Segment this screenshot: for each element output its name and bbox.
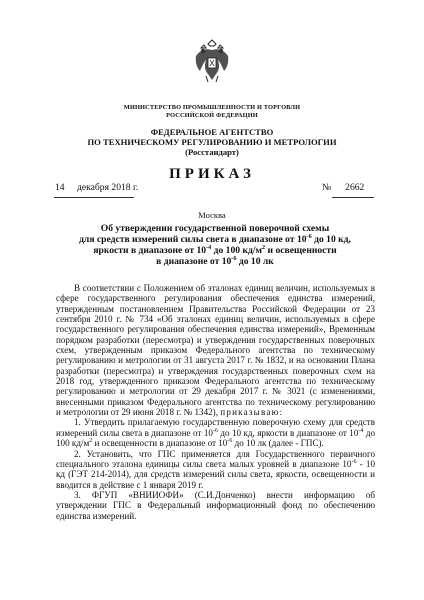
title-text: для средств измерений силы света в диапазоне от 10 <box>79 233 307 245</box>
number-underline <box>332 197 374 198</box>
clause-2 <box>56 449 375 490</box>
order-number <box>322 182 364 193</box>
ministry-line-1: МИНИСТЕРСТВО ПРОМЫШЛЕННОСТИ И ТОРГОВЛИ <box>123 104 301 111</box>
order-word: приказываю: <box>220 407 284 418</box>
agency-line-1: ФЕДЕРАЛЬНОЕ АГЕНТСТВО <box>150 127 274 137</box>
exponent: -6 <box>212 427 218 434</box>
paragraph-text: и освещенности в диапазоне от 10 <box>92 438 228 449</box>
date-number-row <box>0 182 424 198</box>
order-month-year: декабря 2018 г. <box>77 182 139 193</box>
paragraph-text: 1. Утвердить прилагаемую государственную поверочную схему для средств измерений силы света в диапазоне от 10 <box>56 417 375 438</box>
exponent: -4 <box>358 427 364 434</box>
exponent: -6 <box>227 438 233 445</box>
exponent: -6 <box>231 254 237 262</box>
order-day: 14 <box>55 182 65 193</box>
agency-short-name: (Росстандарт) <box>185 147 239 157</box>
city: Москва <box>198 210 226 220</box>
paragraph-text: - 10 кд (ГЭТ 214-2014), для средств измерений силы света, яркости, освещенности и вводится в действие с 1 января 2019 г. <box>56 458 375 490</box>
document-title <box>55 224 375 268</box>
paragraph-text: до 10 лк (далее - ГПС). <box>232 438 324 449</box>
order-body <box>56 283 375 521</box>
document-type: ПРИКАЗ <box>169 166 255 182</box>
date-underline <box>54 197 134 198</box>
title-line-1: Об утверждении государственной поверочной схемы <box>100 223 330 234</box>
title-text: и освещенности <box>265 244 337 256</box>
exponent: -4 <box>206 243 212 251</box>
paragraph-text: В соответствии с Положением об эталонах единиц величин, используемых в сфере государственного регулирования обеспечения единства измерений, утвержденным постановлением Правительства Российской Федерации от 23 сентября 2010 г. № 734 «Об эталонах единиц величин, используемых в сфере государственного регулирования обеспечения единства измерений», Временным порядком разработки (пересмотра) и утверждения государственных поверочных схем, утвержденным приказом Федерального агентства по техническому регулированию и метрологии от 31 августа 2017 г. № 1832, и на основании Плана разработки (пересмотра) и утверждения государственных поверочных схем на 2018 год, утвержденного приказом Федерального агентства по техническому регулированию и метрологии от 29 декабря 2017 г. № 3021 (с изменениями, внесенными приказом Федерального агентства по техническому регулированию и метрологии от 29 июня 2018 г. № 1342), <box>56 283 375 418</box>
exponent: 2 <box>89 438 93 445</box>
exponent: 2 <box>262 243 266 251</box>
title-text: яркости в диапазоне от 10 <box>93 244 207 256</box>
clause-1 <box>56 417 375 448</box>
agency-line-2: ПО ТЕХНИЧЕСКОМУ РЕГУЛИРОВАНИЮ И МЕТРОЛОГИИ <box>87 137 337 147</box>
order-number-value: 2662 <box>345 182 365 193</box>
russian-coat-of-arms-icon <box>192 38 232 86</box>
exponent: -6 <box>306 232 312 240</box>
paragraph-text: до 100 кд/м <box>56 427 375 449</box>
number-sign: № <box>322 182 332 193</box>
order-date <box>55 182 138 193</box>
agency-name <box>0 127 424 157</box>
title-text: до 100 кд/м <box>211 244 263 256</box>
clause-3: 3. ФГУП «ВНИИОФИ» (С.И.Донченко) внести информацию об утверждении ГПС в Федеральный информационный фонд по обеспечению единства измерений. <box>56 489 375 521</box>
title-line-4 <box>55 254 375 268</box>
exponent: -6 <box>351 458 357 465</box>
title-text: до 10 лк <box>236 255 274 267</box>
paragraph-text: 2. Установить, что ГПС применяется для Государственного первичного специального эталона единицы силы света малых уровней в диапазоне 10 <box>56 448 375 469</box>
paragraph-text: до 10 кд, яркости в диапазоне от 10 <box>217 427 359 438</box>
title-text: в диапазоне от 10 <box>156 255 232 267</box>
preamble-paragraph <box>56 283 375 417</box>
ministry-line-2: РОССИЙСКОЙ ФЕДЕРАЦИИ <box>166 111 258 119</box>
ministry-name <box>0 104 424 119</box>
title-text: до 10 кд, <box>311 233 351 245</box>
